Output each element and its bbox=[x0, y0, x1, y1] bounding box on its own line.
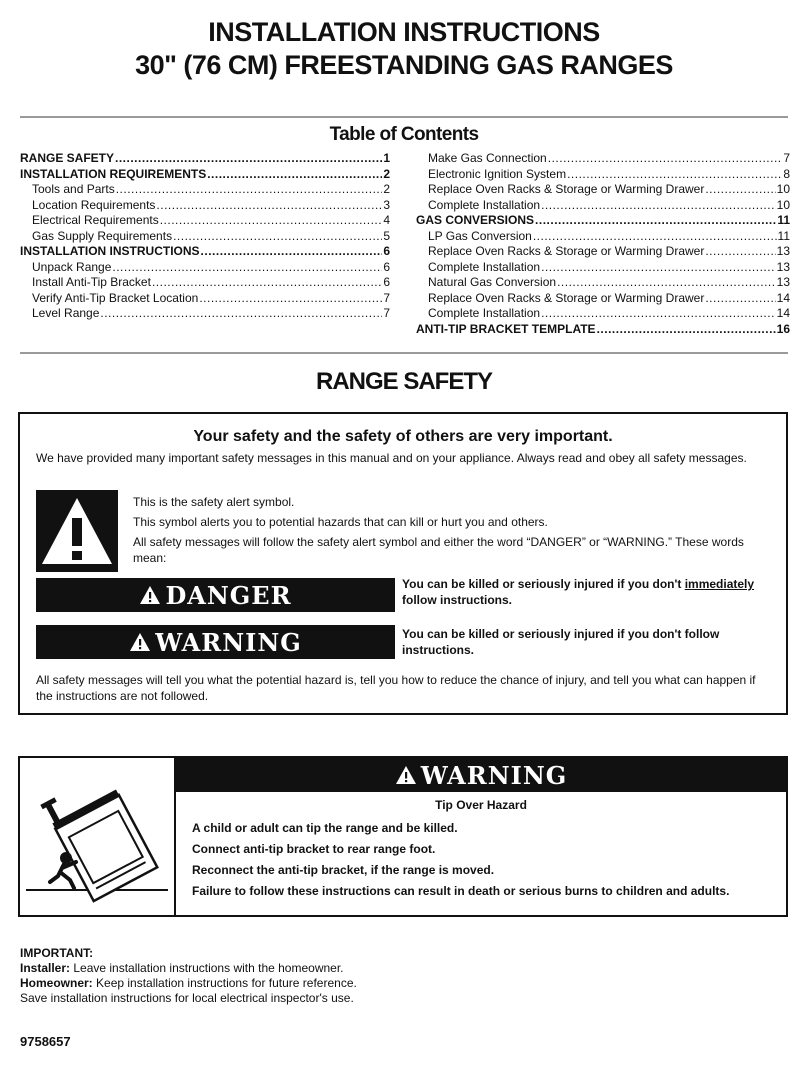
toc-entry-page: 11 bbox=[777, 213, 790, 227]
divider-rule bbox=[20, 116, 788, 118]
toc-entry-label: Electrical Requirements bbox=[32, 213, 159, 227]
toc-leader-dots bbox=[207, 167, 382, 183]
toc-heading: Table of Contents bbox=[329, 124, 479, 145]
hazard-line: Connect anti-tip bracket to rear range foot. bbox=[192, 842, 436, 856]
important-heading: IMPORTANT: bbox=[20, 946, 94, 960]
toc-entry-page: 14 bbox=[776, 306, 790, 320]
toc-entry-label: Natural Gas Conversion bbox=[428, 275, 557, 289]
toc-leader-dots bbox=[597, 322, 776, 338]
toc-entry-page: 2 bbox=[383, 166, 390, 181]
danger-text-emphasis: immediately bbox=[684, 577, 755, 591]
toc-leader-dots bbox=[201, 244, 383, 260]
toc-leader-dots bbox=[115, 151, 382, 167]
toc-entry-label: Complete Installation bbox=[428, 197, 541, 212]
toc-entry-page: 14 bbox=[776, 290, 790, 305]
toc-leader-dots bbox=[541, 260, 776, 276]
toc-leader-dots bbox=[548, 151, 783, 167]
toc-left-column bbox=[20, 151, 390, 322]
alert-triangle-icon bbox=[139, 585, 161, 605]
warning-banner bbox=[176, 758, 786, 792]
toc-entry[interactable] bbox=[20, 229, 390, 245]
toc-entry[interactable] bbox=[416, 213, 790, 229]
toc-entry-page: 1 bbox=[383, 151, 390, 165]
toc-entry-page: 6 bbox=[383, 244, 390, 258]
toc-entry-label: Location Requirements bbox=[32, 197, 156, 212]
toc-leader-dots bbox=[541, 198, 776, 214]
title-line-2: 30" (76 CM) FREESTANDING GAS RANGES bbox=[135, 50, 673, 80]
homeowner-text: Keep installation instructions for future reference. bbox=[92, 976, 357, 990]
warning-signal-word bbox=[36, 625, 395, 659]
toc-entry-page: 16 bbox=[776, 321, 790, 336]
alert-line: This symbol alerts you to potential hazards that can kill or hurt you and others. bbox=[133, 515, 548, 529]
toc-entry-label: Gas Supply Requirements bbox=[32, 228, 173, 243]
toc-entry[interactable] bbox=[416, 260, 790, 276]
toc-leader-dots bbox=[116, 182, 383, 198]
toc-entry[interactable] bbox=[20, 167, 390, 183]
toc-leader-dots bbox=[557, 275, 776, 291]
installer-label: Installer: bbox=[20, 961, 71, 975]
toc-entry[interactable] bbox=[416, 306, 790, 322]
toc-leader-dots bbox=[705, 244, 775, 260]
alert-line: This is the safety alert symbol. bbox=[133, 495, 295, 509]
toc-entry[interactable] bbox=[20, 306, 390, 322]
danger-text-part: You can be killed or seriously injured if you don't bbox=[402, 577, 685, 591]
toc-entry-label: GAS CONVERSIONS bbox=[416, 213, 535, 227]
toc-entry-label: Unpack Range bbox=[32, 259, 112, 274]
warning-banner-label: WARNING bbox=[420, 760, 568, 790]
toc-entry-page: 7 bbox=[783, 151, 790, 165]
important-note bbox=[20, 946, 357, 1006]
toc-leader-dots bbox=[535, 213, 776, 229]
toc-entry-label: INSTALLATION INSTRUCTIONS bbox=[20, 244, 200, 258]
toc-entry-page: 13 bbox=[776, 244, 790, 258]
toc-entry[interactable] bbox=[416, 167, 790, 183]
toc-entry-label: Level Range bbox=[32, 306, 100, 320]
hazard-line: A child or adult can tip the range and be killed. bbox=[192, 821, 458, 835]
toc-entry[interactable] bbox=[416, 275, 790, 291]
toc-entry-label: ANTI-TIP BRACKET TEMPLATE bbox=[416, 321, 596, 336]
danger-meaning-text bbox=[402, 576, 782, 608]
toc-entry-label: Complete Installation bbox=[428, 306, 541, 320]
installer-note bbox=[20, 961, 357, 976]
toc-leader-dots bbox=[112, 260, 382, 276]
toc-leader-dots bbox=[156, 198, 382, 214]
toc-entry-page: 2 bbox=[383, 182, 390, 196]
toc-leader-dots bbox=[100, 306, 382, 322]
danger-label: DANGER bbox=[165, 580, 292, 610]
toc-leader-dots bbox=[199, 291, 382, 307]
toc-leader-dots bbox=[705, 291, 775, 307]
toc-entry-page: 6 bbox=[383, 275, 390, 289]
toc-entry[interactable] bbox=[416, 182, 790, 198]
toc-entry[interactable] bbox=[416, 151, 790, 167]
toc-entry-label: INSTALLATION REQUIREMENTS bbox=[20, 166, 207, 181]
toc-entry-label: LP Gas Conversion bbox=[428, 228, 532, 243]
alert-triangle-icon bbox=[395, 765, 417, 785]
toc-entry-label: Install Anti-Tip Bracket bbox=[32, 275, 151, 289]
warning-label: WARNING bbox=[155, 627, 302, 657]
toc-entry[interactable] bbox=[20, 182, 390, 198]
toc-entry-label: Complete Installation bbox=[428, 259, 541, 274]
alert-triangle-icon bbox=[129, 632, 151, 652]
toc-entry-page: 7 bbox=[383, 290, 390, 305]
section-title-range-safety: RANGE SAFETY bbox=[315, 368, 492, 395]
hazard-title: Tip Over Hazard bbox=[435, 798, 527, 812]
toc-entry-page: 10 bbox=[776, 182, 790, 196]
danger-signal-word bbox=[36, 578, 395, 612]
document-number: 9758657 bbox=[20, 1034, 71, 1049]
hazard-line: Reconnect the anti-tip bracket, if the range is moved. bbox=[192, 863, 495, 877]
hazard-instructions bbox=[192, 820, 782, 904]
divider-rule bbox=[20, 352, 788, 354]
toc-entry-page: 6 bbox=[383, 259, 390, 274]
toc-leader-dots bbox=[152, 275, 382, 291]
range-tipping-icon bbox=[20, 758, 174, 915]
toc-entry-page: 10 bbox=[776, 197, 790, 212]
homeowner-note bbox=[20, 976, 357, 991]
toc-entry[interactable] bbox=[20, 198, 390, 214]
toc-entry[interactable] bbox=[20, 291, 390, 307]
toc-entry-label: RANGE SAFETY bbox=[20, 151, 115, 165]
toc-entry-page: 8 bbox=[783, 166, 790, 181]
safety-alert-explanation bbox=[133, 494, 773, 570]
document-title bbox=[0, 16, 808, 82]
safety-alert-symbol-icon bbox=[36, 490, 118, 572]
toc-entry-label: Replace Oven Racks & Storage or Warming Drawer bbox=[428, 244, 705, 258]
tip-over-illustration bbox=[20, 758, 176, 915]
toc-entry-page: 4 bbox=[383, 213, 390, 227]
toc-entry[interactable] bbox=[416, 229, 790, 245]
toc-entry[interactable] bbox=[20, 275, 390, 291]
toc-leader-dots bbox=[173, 229, 382, 245]
alert-line: All safety messages will follow the safety alert symbol and either the word “DANGER” or “WARNING.” These words mean: bbox=[133, 535, 744, 565]
toc-entry[interactable] bbox=[416, 322, 790, 338]
toc-entry[interactable] bbox=[416, 291, 790, 307]
toc-leader-dots bbox=[160, 213, 383, 229]
safety-message-box bbox=[18, 412, 788, 715]
toc-entry-page: 3 bbox=[383, 197, 390, 212]
tip-over-warning-box bbox=[18, 756, 788, 917]
hazard-line: Failure to follow these instructions can result in death or serious burns to children and adults. bbox=[192, 884, 730, 898]
toc-entry-label: Replace Oven Racks & Storage or Warming Drawer bbox=[428, 182, 705, 196]
toc-right-column bbox=[416, 151, 790, 337]
toc-entry-label: Tools and Parts bbox=[32, 182, 115, 196]
safety-outro-text: All safety messages will tell you what the potential hazard is, tell you how to reduce the chance of injury, and tell you what can happen if the instructions are not followed. bbox=[36, 673, 756, 703]
toc-leader-dots bbox=[533, 229, 777, 245]
toc-entry-label: Electronic Ignition System bbox=[428, 166, 567, 181]
toc-entry-page: 11 bbox=[777, 228, 790, 243]
toc-entry-page: 5 bbox=[383, 228, 390, 243]
toc-entry[interactable] bbox=[20, 244, 390, 260]
toc-entry-label: Verify Anti-Tip Bracket Location bbox=[32, 290, 199, 305]
toc-entry-page: 13 bbox=[776, 259, 790, 274]
toc-leader-dots bbox=[541, 306, 776, 322]
title-line-1: INSTALLATION INSTRUCTIONS bbox=[208, 17, 600, 47]
save-note: Save installation instructions for local electrical inspector's use. bbox=[20, 991, 354, 1005]
toc-entry-page: 13 bbox=[776, 275, 790, 289]
toc-entry[interactable] bbox=[20, 151, 390, 167]
installer-text: Leave installation instructions with the homeowner. bbox=[70, 961, 344, 975]
warning-meaning-text: You can be killed or seriously injured if you don't follow instructions. bbox=[402, 627, 720, 657]
homeowner-label: Homeowner: bbox=[20, 976, 93, 990]
safety-intro-text: We have provided many important safety messages in this manual and on your appliance. Always read and obey all safety messages. bbox=[36, 451, 747, 465]
toc-entry[interactable] bbox=[416, 198, 790, 214]
toc-leader-dots bbox=[705, 182, 775, 198]
toc-entry-label: Make Gas Connection bbox=[428, 151, 547, 165]
safety-box-heading: Your safety and the safety of others are very important. bbox=[193, 428, 613, 445]
toc-entry-label: Replace Oven Racks & Storage or Warming Drawer bbox=[428, 290, 705, 305]
toc-entry[interactable] bbox=[20, 213, 390, 229]
toc-entry-page: 7 bbox=[383, 306, 390, 320]
toc-entry[interactable] bbox=[416, 244, 790, 260]
toc-leader-dots bbox=[567, 167, 782, 183]
danger-text-part: follow instructions. bbox=[402, 593, 512, 607]
toc-entry[interactable] bbox=[20, 260, 390, 276]
